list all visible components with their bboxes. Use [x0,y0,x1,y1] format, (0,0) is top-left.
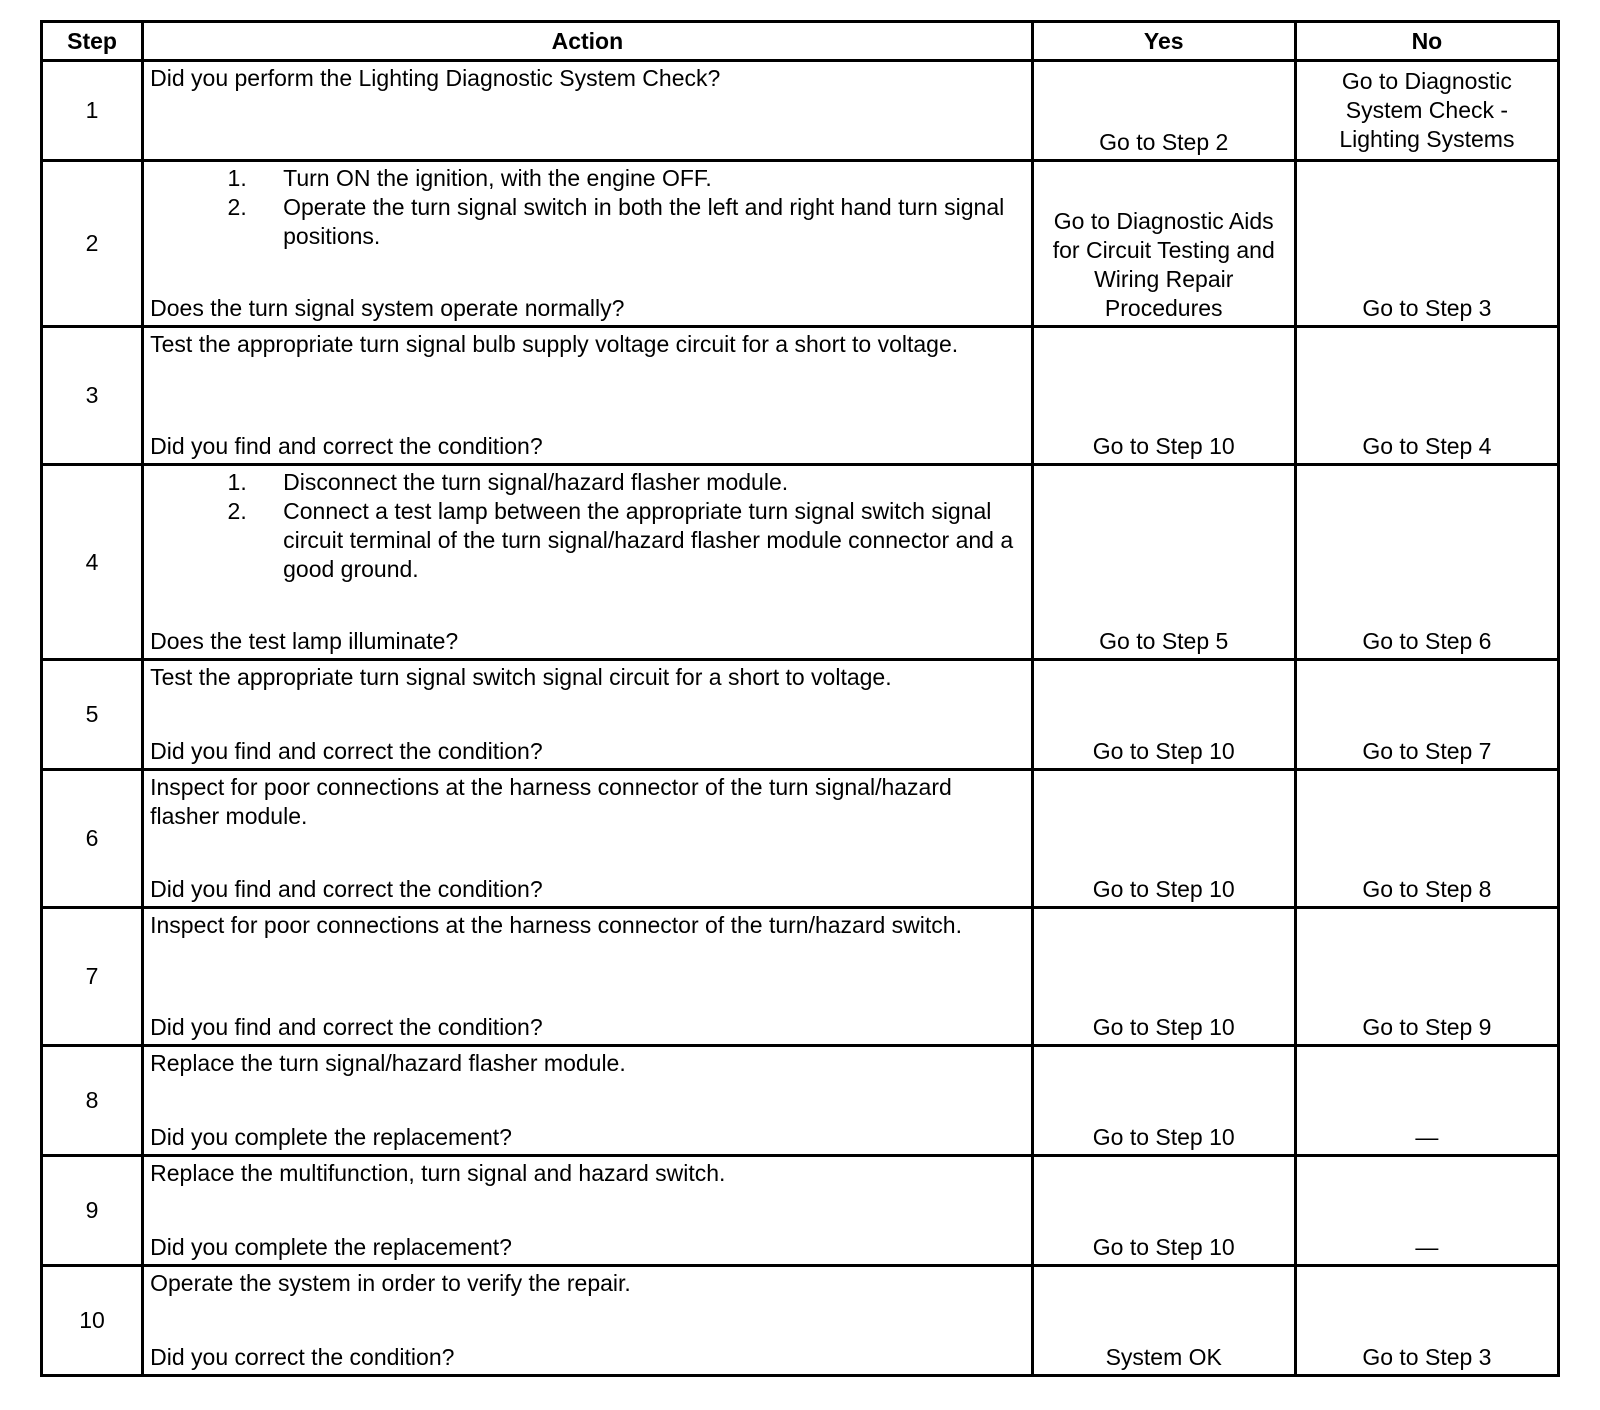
diagnostic-table [40,20,1560,1377]
no-cell: Go to Step 3 [1295,161,1558,327]
action-cell [143,660,1033,770]
yes-cell: Go to Step 10 [1032,770,1295,908]
action-text: Test the appropriate turn signal bulb supply voltage circuit for a short to voltage. [150,331,959,357]
no-cell: Go to Step 8 [1295,770,1558,908]
table-row [42,327,1559,465]
action-question: Does the test lamp illuminate? [150,628,459,654]
step-number: 1 [42,61,143,161]
step-number: 4 [42,465,143,660]
action-cell [143,1046,1033,1156]
action-text: Operate the system in order to verify the repair. [150,1270,631,1296]
action-text: Replace the turn signal/hazard flasher module. [150,1050,626,1076]
table-row [42,770,1559,908]
yes-cell: System OK [1032,1266,1295,1376]
action-cell [143,161,1033,327]
no-cell: Go to Step 9 [1295,908,1558,1046]
header-yes: Yes [1032,22,1295,61]
header-step: Step [42,22,143,61]
yes-cell: Go to Step 10 [1032,908,1295,1046]
no-cell: Go to Step 7 [1295,660,1558,770]
yes-cell: Go to Step 10 [1032,327,1295,465]
action-cell [143,327,1033,465]
action-text: Inspect for poor connections at the harness connector of the turn/hazard switch. [150,912,962,938]
action-question: Did you correct the condition? [150,1344,455,1370]
yes-cell: Go to Diagnostic Aids for Circuit Testing and Wiring Repair Procedures [1032,161,1295,327]
action-step-item: 2. Operate the turn signal switch in both the left and right hand turn signal positions. [253,193,1025,251]
step-number: 8 [42,1046,143,1156]
action-text: Did you perform the Lighting Diagnostic System Check? [150,65,721,91]
action-cell [143,908,1033,1046]
table-row [42,1046,1559,1156]
action-text: Inspect for poor connections at the harness connector of the turn signal/hazard flasher module. [150,774,952,829]
action-cell [143,1266,1033,1376]
action-text: Test the appropriate turn signal switch signal circuit for a short to voltage. [150,664,892,690]
action-question: Did you complete the replacement? [150,1234,512,1260]
table-row [42,61,1559,161]
table-row [42,1266,1559,1376]
header-action: Action [143,22,1033,61]
action-steps [150,164,1025,251]
action-question: Did you complete the replacement? [150,1124,512,1150]
yes-cell: Go to Step 10 [1032,660,1295,770]
yes-cell: Go to Step 10 [1032,1156,1295,1266]
action-text: Replace the multifunction, turn signal and hazard switch. [150,1160,726,1186]
step-number: 10 [42,1266,143,1376]
table-row [42,1156,1559,1266]
yes-cell: Go to Step 5 [1032,465,1295,660]
no-cell: Go to Step 6 [1295,465,1558,660]
no-cell: — [1295,1156,1558,1266]
action-question: Did you find and correct the condition? [150,738,543,764]
step-number: 5 [42,660,143,770]
no-cell: Go to Diagnostic System Check - Lighting Systems [1295,61,1558,161]
action-question: Did you find and correct the condition? [150,876,543,902]
no-cell: Go to Step 4 [1295,327,1558,465]
header-no: No [1295,22,1558,61]
table-row [42,161,1559,327]
table-row [42,660,1559,770]
action-question: Did you find and correct the condition? [150,433,543,459]
action-steps [150,468,1025,584]
no-cell: — [1295,1046,1558,1156]
step-number: 3 [42,327,143,465]
step-number: 7 [42,908,143,1046]
no-cell: Go to Step 3 [1295,1266,1558,1376]
step-number: 6 [42,770,143,908]
action-step-item: 2. Connect a test lamp between the appropriate turn signal switch signal circuit terminal of the turn signal/hazard flasher module connector and a good ground. [253,497,1025,584]
action-cell [143,1156,1033,1266]
action-step-item: 1. Turn ON the ignition, with the engine OFF. [253,164,1025,193]
action-question: Did you find and correct the condition? [150,1014,543,1040]
table-row [42,465,1559,660]
step-number: 9 [42,1156,143,1266]
header-row [42,22,1559,61]
step-number: 2 [42,161,143,327]
action-step-item: 1. Disconnect the turn signal/hazard flasher module. [253,468,1025,497]
action-cell [143,61,1033,161]
yes-cell: Go to Step 10 [1032,1046,1295,1156]
yes-cell: Go to Step 2 [1032,61,1295,161]
action-cell [143,770,1033,908]
action-question: Does the turn signal system operate normally? [150,295,625,321]
action-cell [143,465,1033,660]
table-row [42,908,1559,1046]
